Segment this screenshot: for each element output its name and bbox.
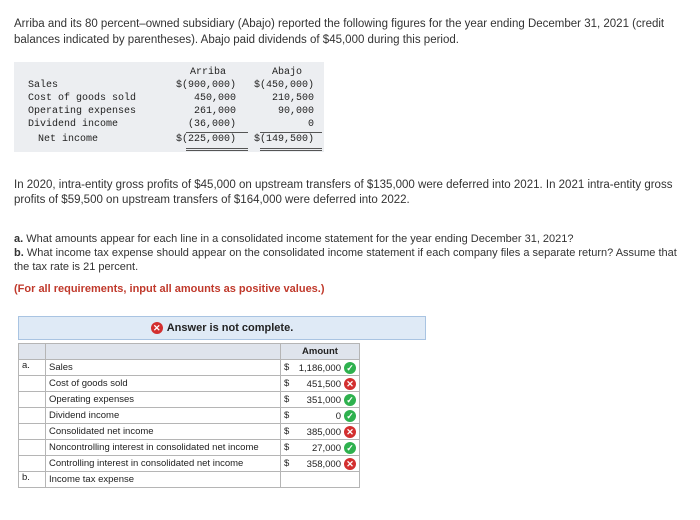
underline bbox=[260, 132, 322, 133]
double-underline bbox=[260, 150, 322, 151]
amount-input[interactable] bbox=[281, 360, 360, 376]
answer-row bbox=[19, 424, 360, 440]
amount-value: 451,500 bbox=[306, 378, 341, 390]
dollar-sign: $ bbox=[284, 361, 290, 373]
figures-row bbox=[14, 119, 324, 132]
figures-header-row bbox=[14, 67, 324, 80]
requirement-text: What amounts appear for each line in a consolidated income statement for the year ending December 31, 2021? bbox=[26, 233, 574, 245]
figures-abajo-value: 0 bbox=[307, 119, 314, 130]
figures-row bbox=[14, 106, 324, 119]
figures-row bbox=[14, 93, 324, 106]
figures-arriba-value: (36,000) bbox=[187, 119, 236, 130]
dollar-sign: $ bbox=[284, 409, 290, 421]
amount-input[interactable] bbox=[281, 440, 360, 456]
answer-table bbox=[18, 343, 360, 488]
requirement-id bbox=[19, 456, 46, 472]
check-circle-icon: ✓ bbox=[344, 442, 356, 454]
amount-input[interactable] bbox=[281, 408, 360, 424]
answer-row bbox=[19, 472, 360, 488]
figures-row-label: Operating expenses bbox=[28, 106, 137, 117]
double-underline bbox=[186, 148, 248, 149]
check-circle-icon: ✓ bbox=[344, 394, 356, 406]
dollar-sign: $ bbox=[284, 425, 290, 437]
problem-intro: Arriba and its 80 percent–owned subsidiary (Abajo) reported the following figures for the year ending December 31, 2021 (credit balances indicated by parentheses). Abajo paid dividends of $45,000 during this period. bbox=[14, 18, 665, 46]
answer-row bbox=[19, 408, 360, 424]
amount-value: 0 bbox=[335, 410, 341, 422]
check-circle-icon: ✓ bbox=[344, 362, 356, 374]
col-abajo-header: Abajo bbox=[271, 67, 302, 78]
x-circle-icon: ✕ bbox=[344, 458, 356, 470]
answer-line-label: Controlling interest in consolidated net income bbox=[46, 456, 281, 472]
figures-abajo-value: 210,500 bbox=[271, 93, 314, 104]
figures-arriba-value: $(225,000) bbox=[175, 134, 236, 145]
answer-line-label: Cost of goods sold bbox=[46, 376, 281, 392]
figures-abajo-value: $(149,500) bbox=[253, 134, 314, 145]
amount-input[interactable] bbox=[281, 456, 360, 472]
amount-value: 358,000 bbox=[306, 458, 341, 470]
amount-input[interactable] bbox=[281, 472, 360, 488]
amount-value: 27,000 bbox=[311, 442, 341, 454]
requirement-id bbox=[19, 424, 46, 440]
deferral-paragraph: In 2020, intra-entity gross profits of $45,000 on upstream transfers of $135,000 were deferred into 2021. In 2021 intra-entity gross profits of $59,500 on upstream transfers of $164,000 were deferred into 2022. bbox=[14, 179, 673, 206]
amount-input[interactable] bbox=[281, 392, 360, 408]
col-arriba-header: Arriba bbox=[189, 67, 226, 78]
answer-status-banner bbox=[18, 316, 426, 340]
requirement-id: a. bbox=[19, 360, 46, 376]
x-circle-icon: ✕ bbox=[344, 378, 356, 390]
requirement-a bbox=[14, 232, 690, 246]
requirement-id bbox=[19, 440, 46, 456]
figures-abajo-value: $(450,000) bbox=[253, 80, 314, 91]
requirement-b bbox=[14, 246, 690, 274]
figures-row-label: Net income bbox=[38, 134, 99, 145]
requirement-letter: a. bbox=[14, 233, 24, 245]
answer-line-label: Operating expenses bbox=[46, 392, 281, 408]
input-note: (For all requirements, input all amounts as positive values.) bbox=[14, 283, 325, 295]
figures-row bbox=[14, 80, 324, 93]
amount-value: 1,186,000 bbox=[298, 362, 341, 374]
answer-row bbox=[19, 440, 360, 456]
check-circle-icon: ✓ bbox=[344, 410, 356, 422]
figures-row-label: Sales bbox=[28, 80, 59, 91]
figures-arriba-value: 450,000 bbox=[193, 93, 236, 104]
answer-line-label: Noncontrolling interest in consolidated net income bbox=[46, 440, 281, 456]
answer-row bbox=[19, 456, 360, 472]
requirement-id: b. bbox=[19, 472, 46, 488]
x-circle-icon: ✕ bbox=[151, 322, 163, 334]
figures-abajo-value: 90,000 bbox=[277, 106, 314, 117]
amount-header: Amount bbox=[281, 344, 360, 360]
requirement-text: What income tax expense should appear on the consolidated income statement if each company files a separate return? Assume that the tax rate is 21 percent. bbox=[14, 247, 677, 273]
answer-row bbox=[19, 360, 360, 376]
answer-line-label: Consolidated net income bbox=[46, 424, 281, 440]
answer-header-row bbox=[19, 344, 360, 360]
dollar-sign: $ bbox=[284, 441, 290, 453]
answer-row bbox=[19, 392, 360, 408]
figures-row-label: Cost of goods sold bbox=[28, 93, 137, 104]
dollar-sign: $ bbox=[284, 393, 290, 405]
figures-total-row bbox=[14, 134, 324, 147]
amount-value: 385,000 bbox=[306, 426, 341, 438]
figures-table bbox=[14, 62, 324, 152]
requirement-id bbox=[19, 376, 46, 392]
answer-line-label: Income tax expense bbox=[46, 472, 281, 488]
amount-input[interactable] bbox=[281, 424, 360, 440]
figures-row-label: Dividend income bbox=[28, 119, 119, 130]
dollar-sign: $ bbox=[284, 377, 290, 389]
figures-arriba-value: $(900,000) bbox=[175, 80, 236, 91]
underline bbox=[186, 132, 248, 133]
banner-text: Answer is not complete. bbox=[166, 322, 294, 334]
requirement-id bbox=[19, 392, 46, 408]
answer-row bbox=[19, 376, 360, 392]
answer-line-label: Dividend income bbox=[46, 408, 281, 424]
answer-line-label: Sales bbox=[46, 360, 281, 376]
amount-input[interactable] bbox=[281, 376, 360, 392]
figures-arriba-value: 261,000 bbox=[193, 106, 236, 117]
amount-value: 351,000 bbox=[306, 394, 341, 406]
dollar-sign: $ bbox=[284, 457, 290, 469]
x-circle-icon: ✕ bbox=[344, 426, 356, 438]
requirement-letter: b. bbox=[14, 247, 24, 259]
double-underline bbox=[186, 150, 248, 151]
double-underline bbox=[260, 148, 322, 149]
requirement-id bbox=[19, 408, 46, 424]
